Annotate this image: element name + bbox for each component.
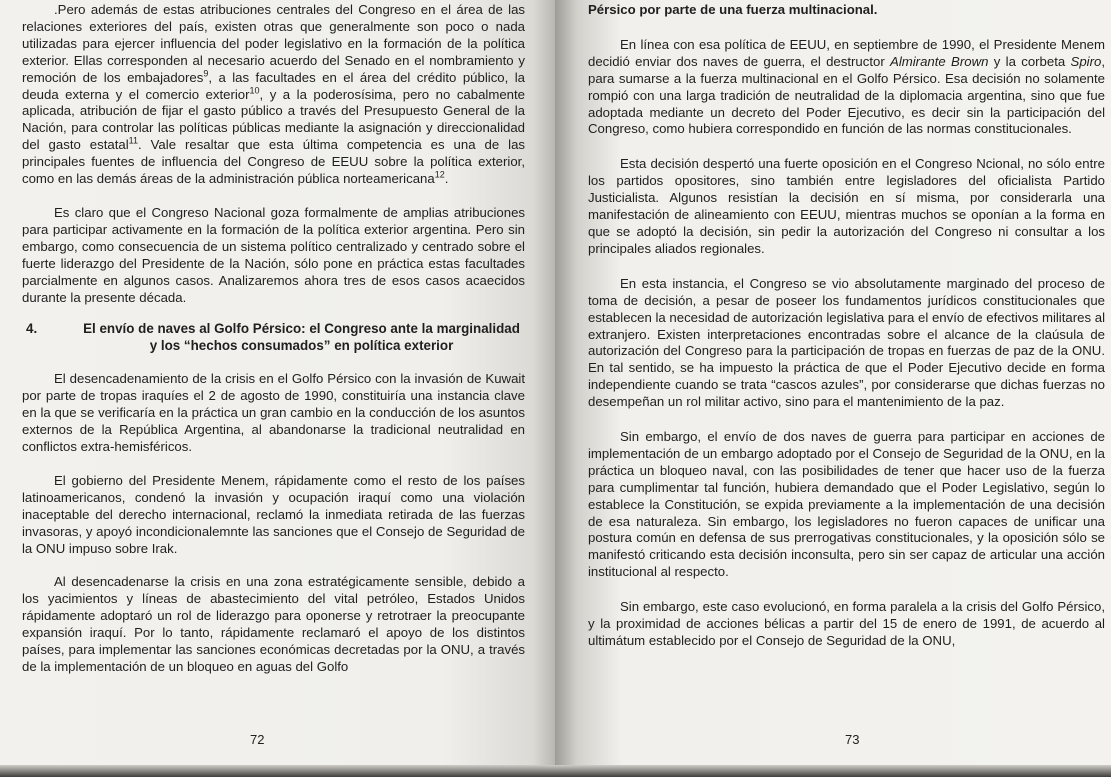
footnote-ref: 9 — [203, 68, 209, 79]
left-page — [0, 0, 555, 777]
ship-name: Almirante Brown — [890, 53, 989, 69]
book-bottom-edge — [0, 765, 1111, 777]
paragraph: Esta decisión despertó una fuerte oposición en el Congreso Ncional, no sólo entre los partidos opositores, sino también entre legisladores del oficialista Partido Justicialista. Algunos resistían la decisión en sí misma, por considerarla una manifestación de alineamiento con EEUU, mientras muchos se oponían a la forma en que se adoptó la decisión, sin pedir la autorización del Congreso ni consultar a los principales aliados regionales. — [588, 156, 1105, 256]
paragraph: Es claro que el Congreso Nacional goza formalmente de amplias atribuciones para participar activamente en la formación de la política exterior argentina. Pero sin embargo, como consecuencia de un sistema político centralizado y centrado sobre el fuerte liderazgo del Presidente de la Nación, sólo pone en práctica estas facultades parcialmente en algunos casos. Analizaremos ahora tres de esos casos acaecidos durante la presente década. — [22, 204, 525, 305]
page-number: 72 — [250, 732, 265, 747]
paragraph: El gobierno del Presidente Menem, rápidamente como el resto de los países latinoamericanos, condenó la invasión y ocupación iraquí como una violación inaceptable del derecho internacional, reclamó la inmediata retirada de las fuerzas invasoras, y apoyó incondicionalemnte las sanciones que el Consejo de Seguridad de la ONU impuso sobre Irak. — [22, 472, 525, 556]
right-page — [555, 0, 1111, 777]
text-run: , a las facultades en el área del crédito público, la deuda externa y el comercio exterior — [22, 69, 525, 102]
text-run: . — [444, 171, 449, 187]
paragraph: El desencadenamiento de la crisis en el Golfo Pérsico con la invasión de Kuwait por parte de tropas iraquíes el 2 de agosto de 1990, constituiría una instancia clave en la que se verificaría en la práctica un gran cambio en la conducción de los asuntos externos de la República Argentina, al abandonarse la tradicional neutralidad en conflictos extra-hemisféricos. — [22, 371, 525, 455]
text-run: , y a la poderosísima, pero no cabalmente aplicada, atribución de fijar el gasto público a través del Presupuesto General de la Nación, para controlar las políticas públicas mediante la asignación y direccionalidad del gasto estatal — [22, 86, 525, 153]
paragraph: Sin embargo, este caso evolucionó, en forma paralela a la crisis del Golfo Pérsico, y la proximidad de acciones bélicas a partir del 15 de enero de 1991, de acuerdo al ultimátum establecido por el Consejo de Seguridad de la ONU, — [588, 599, 1105, 648]
paragraph — [22, 2, 525, 188]
section-number: 4. — [26, 321, 38, 337]
page-number: 73 — [845, 732, 860, 747]
text-run: y la corbeta — [988, 53, 1071, 69]
footnote-ref: 10 — [249, 85, 260, 96]
text-run: . Vale resaltar que esta última competencia es una de las principales fuentes de influencia del Congreso de EEUU sobre la política exterior, como en las demás áreas de la administración pública norteamericana — [22, 137, 525, 187]
section-title: El envío de naves al Golfo Pérsico: el Congreso ante la marginalidad y los “hechos consumados” en política exterior — [83, 321, 520, 354]
footnote-ref: 12 — [434, 169, 445, 180]
paragraph: Pérsico por parte de una fuerza multinacional. — [588, 2, 878, 17]
text-run: En línea con esa política de EEUU, en septiembre de 1990, el Presidente Menem decidió enviar dos naves de guerra, el destructor — [588, 36, 1105, 69]
paragraph: Al desencadenarse la crisis en una zona estratégicamente sensible, debido a los yacimientos y líneas de abastecimiento del vital petróleo, Estados Unidos rápidamente adoptaró un rol de liderazgo para oponerse y retrotraer la preocupante expansión iraquí. Por lo tanto, rápidamente reclamaró el apoyo de los distintos países, para implementar las sanciones económicas decretadas por la ONU, a través de la implementación de un bloqueo en aguas del Golfo — [22, 574, 525, 674]
text-run: , para sumarse a la fuerza multinacional en el Golfo Pérsico. Esa decisión no solamente rompió con una larga tradición de neutralidad de la diplomacia argentina, sino que fue adoptada mediante un decreto del Poder Ejecutivo, es decir sin la participación del Congreso, como hubiera correspondido en función de las normas constitucionales. — [588, 53, 1106, 137]
text-run: .Pero además de estas atribuciones centrales del Congreso en el área de las relaciones exteriores del país, existen otras que generalmente son poco o nada utilizadas para ejercer influencia del poder legislativo en la formación de la política exterior. Ellas corresponden al necesario acuerdo del Senado en el nombramiento y remoción de los embajadores — [22, 2, 525, 85]
paragraph: En esta instancia, el Congreso se vio absolutamente marginado del proceso de toma de decisión, a pesar de poseer los fundamentos jurídicos constitucionales que establecen la necesidad de autorización legislativa para el envío de efectivos militares al extranjero. Existen interpretaciones encontradas sobre el alcance de la claúsula de autorización del Congreso para la participación de tropas en fuerzas de paz de la ONU. En tal sentido, se ha impuesto la práctica de que el Poder Ejecutivo decide en forma independiente cuando se trata “cascos azules”, por considerarse que dichas fuerzas no desempeñan un rol militar activo, sino para el mantenimiento de la paz. — [588, 275, 1105, 410]
section-heading — [26, 320, 525, 354]
paragraph: Sin embargo, el envío de dos naves de guerra para participar en acciones de implementación de un embargo adoptado por el Consejo de Seguridad de la ONU, en la práctica un bloqueo naval, con las posibilidades de tener que hacer uso de la fuerza para cumplimentar tal función, hubiera demandado que el Poder Legislativo, según lo establece la Constitución, se expida previamente a la implementación de una decisión de esa naturaleza. Sin embargo, los legisladores no fueron capaces de unificar una postura común en defensa de sus prerrogativas constitucionales, y la oposición sólo se manifestó criticando esta decisión inconsulta, pero sin ser capaz de articular una acción institucional al respecto. — [588, 429, 1105, 580]
ship-name: Spiro — [1070, 53, 1102, 69]
footnote-ref: 11 — [128, 135, 138, 146]
paragraph — [588, 37, 1105, 138]
